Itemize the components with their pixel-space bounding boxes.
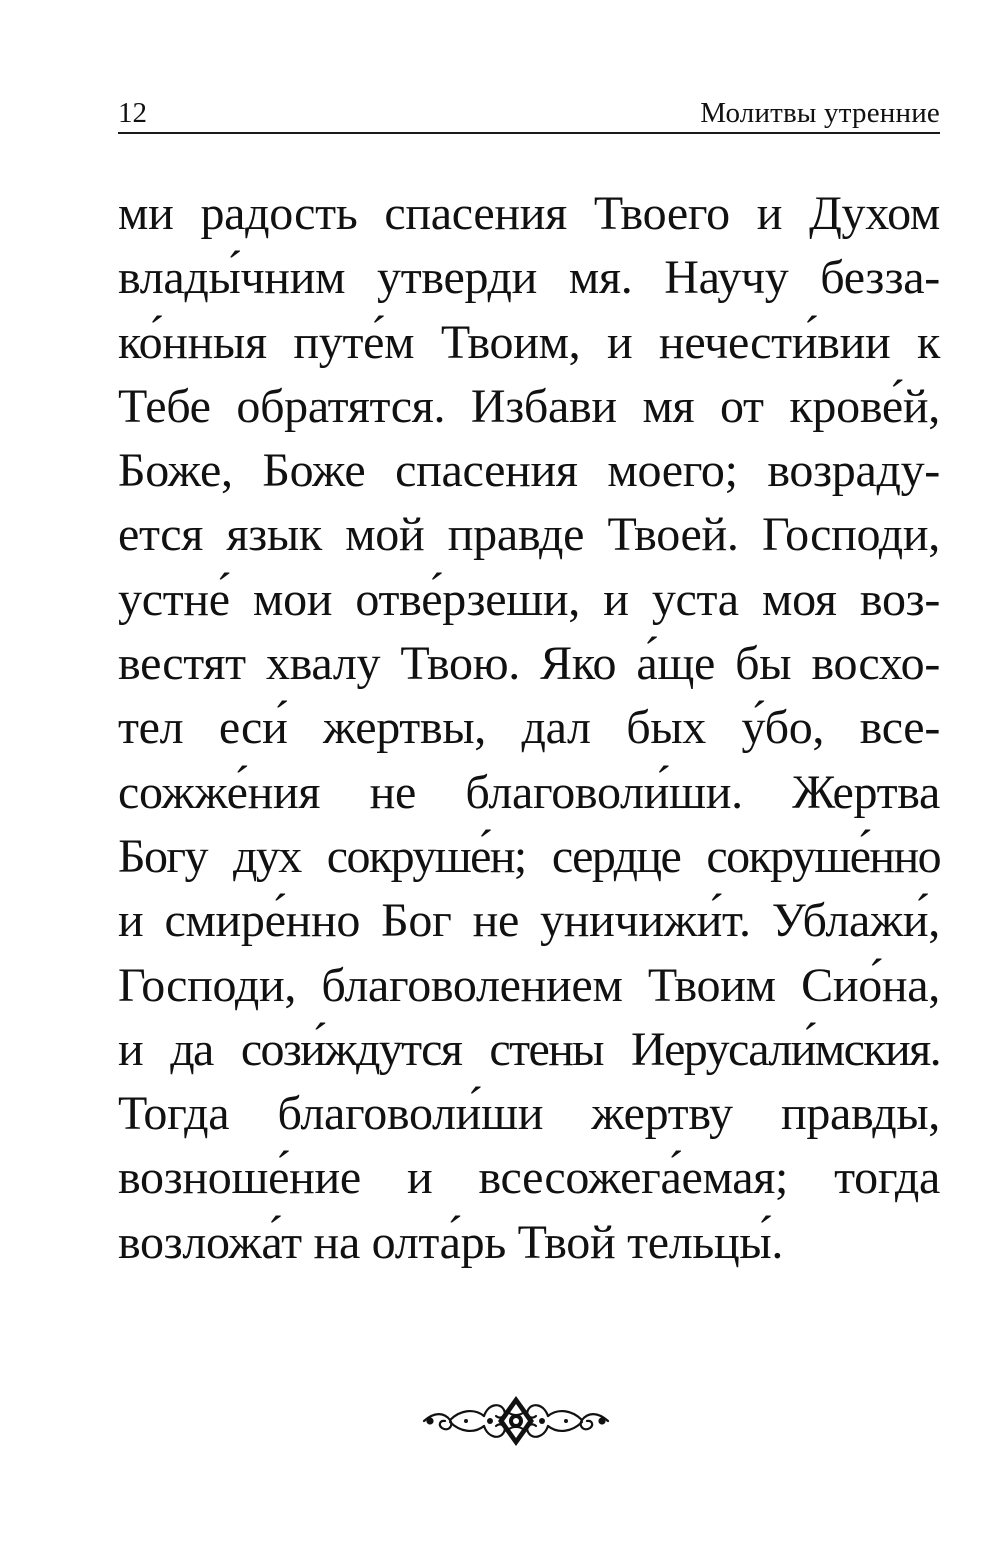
text-line: Богу дух сокруше́н; сердце сокруше́нно (118, 829, 940, 883)
text-line: и смире́нно Бог не уничижи́т. Ублажи́, (118, 894, 940, 948)
text-line: возложа́т на олта́рь Твой тельцы́. (118, 1215, 784, 1269)
text-line: Тогда благоволи́ши жертву правды, (118, 1087, 940, 1141)
text-line: ко́нныя путе́м Твоим, и нечести́вии к (118, 315, 940, 369)
text-line: ми радость спасения Твоего и Духом (118, 187, 940, 240)
running-title: Молитвы утренние (700, 97, 940, 129)
text-line: тел еси́ жертвы, дал бых у́бо, все- (118, 701, 940, 755)
text-line: Боже, Боже спасения моего; возраду- (118, 444, 940, 498)
page-number: 12 (118, 97, 147, 129)
text-line: вознoше́ние и всесожега́емая; тогда (118, 1151, 940, 1205)
prayer-text (118, 182, 940, 1275)
floral-ornament-icon (420, 1390, 612, 1452)
text-line: ется язык мой правде Твоей. Господи, (118, 508, 940, 562)
text-line: влады́чним утверди мя. Научу безза- (118, 251, 940, 305)
text-line: Тебе обратятся. Избави мя от крове́й, (118, 379, 940, 433)
text-line: сожже́ния не благоволи́ши. Жертва (118, 765, 940, 819)
text-line: вестят хвалу Твою. Яко а́ще бы восхо- (118, 637, 940, 691)
running-header (118, 88, 940, 134)
text-line: и да сози́ждутся стены Иерусали́мския. (118, 1022, 940, 1076)
text-line: устне́ мои отве́рзеши, и уста моя воз- (118, 572, 940, 626)
text-line: Господи, благоволением Твоим Сио́на, (118, 958, 940, 1012)
